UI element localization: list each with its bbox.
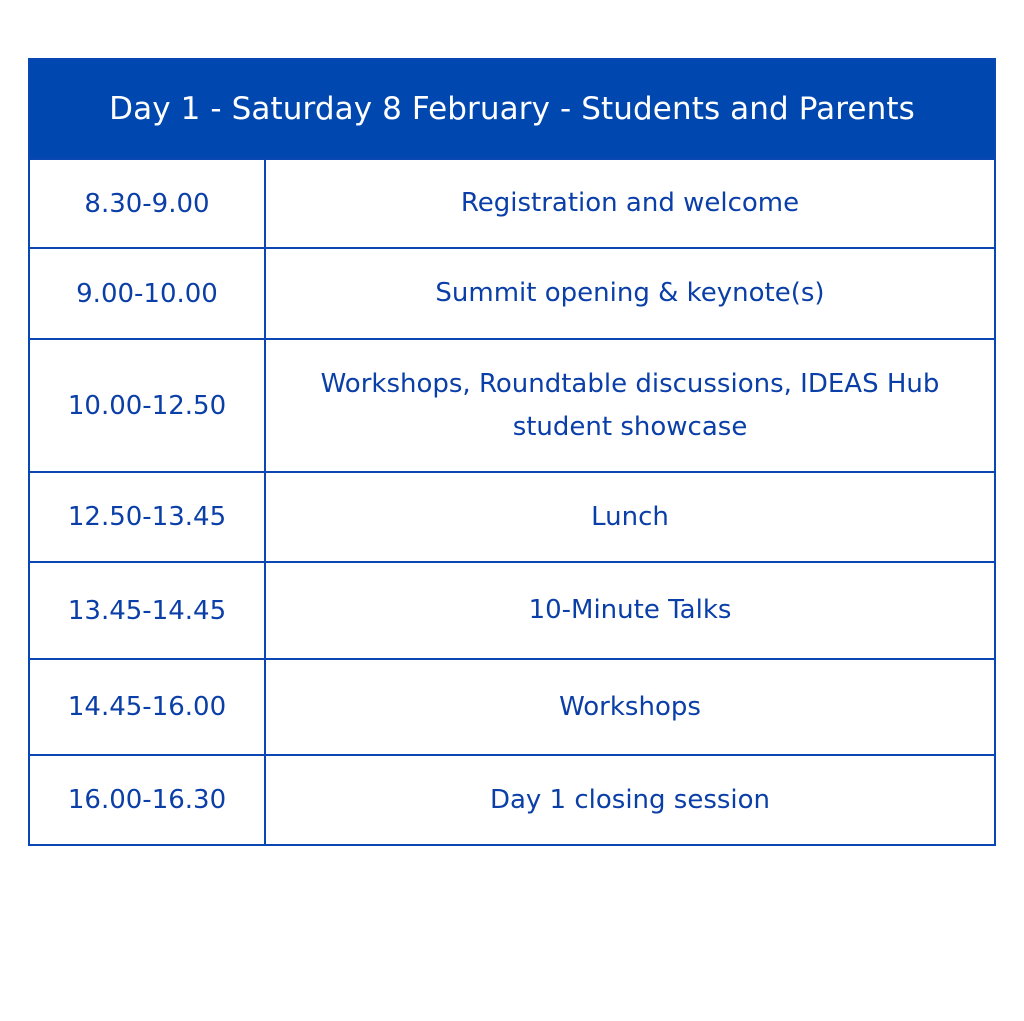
table-row — [30, 658, 994, 754]
table-row — [30, 158, 994, 247]
time-cell: 9.00-10.00 — [30, 249, 266, 338]
activity-cell: Workshops, Roundtable discussions, IDEAS Hub student showcase — [320, 368, 940, 442]
time-cell: 16.00-16.30 — [30, 756, 266, 844]
activity-cell: Registration and welcome — [460, 188, 800, 218]
table-row — [30, 471, 994, 561]
time-cell: 10.00-12.50 — [30, 340, 266, 471]
table-row — [30, 561, 994, 658]
time-cell: 14.45-16.00 — [30, 660, 266, 754]
activity-cell: Day 1 closing session — [489, 784, 771, 815]
time-cell: 8.30-9.00 — [30, 160, 266, 247]
activity-cell: Summit opening & keynote(s) — [435, 278, 825, 308]
activity-cell: Lunch — [591, 501, 669, 532]
schedule-title: Day 1 - Saturday 8 February - Students and Parents — [109, 91, 915, 127]
time-cell: 13.45-14.45 — [30, 563, 266, 658]
activity-cell: Workshops — [559, 691, 701, 722]
schedule-header — [30, 60, 994, 158]
table-row — [30, 338, 994, 471]
schedule-table — [28, 58, 996, 846]
table-row — [30, 754, 994, 844]
activity-cell: 10-Minute Talks — [528, 595, 732, 625]
time-cell: 12.50-13.45 — [30, 473, 266, 561]
table-row — [30, 247, 994, 338]
